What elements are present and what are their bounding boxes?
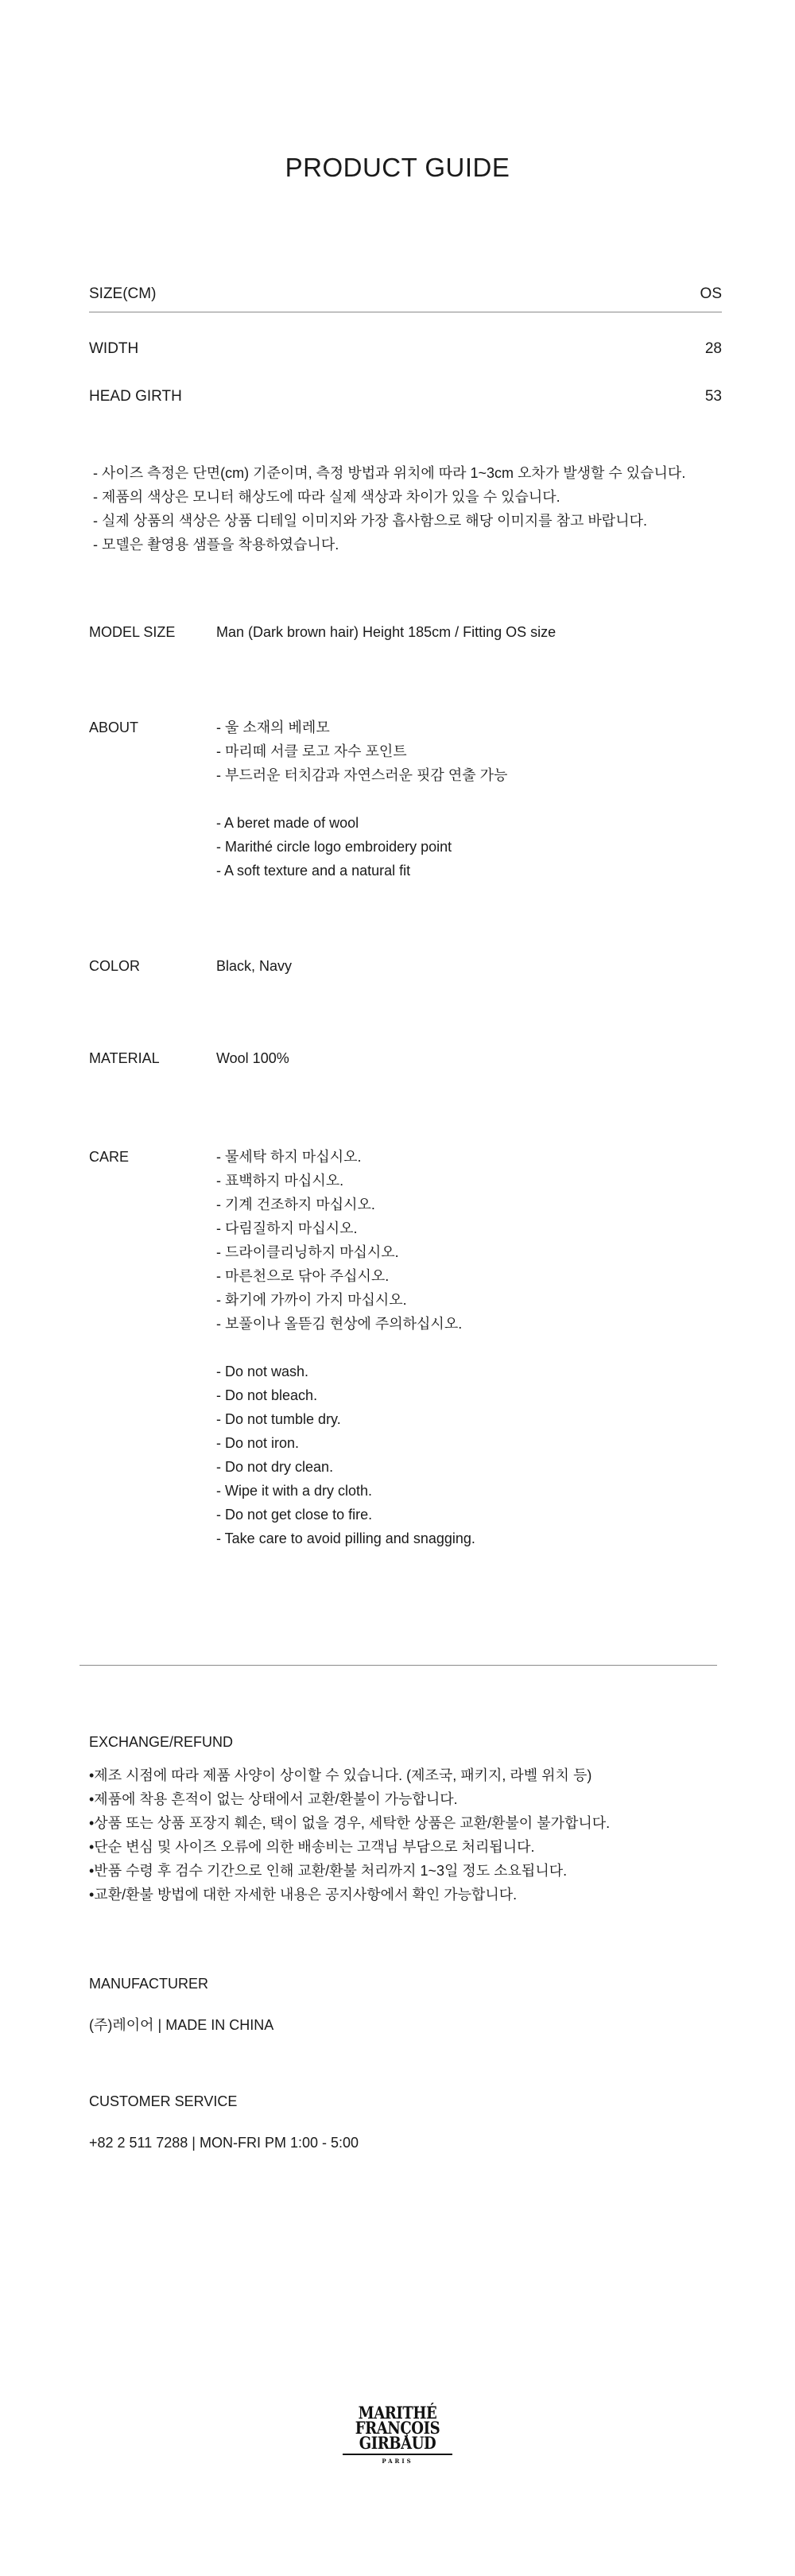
brand-logo	[342, 2405, 453, 2465]
note-line: - 실제 상품의 색상은 상품 디테일 이미지와 가장 흡사함으로 해당 이미지를 참고 바랍니다.	[93, 513, 647, 529]
about-line: - A soft texture and a natural fit	[216, 863, 411, 879]
size-row-label: HEAD GIRTH	[89, 388, 182, 405]
care-line: - 표백하지 마십시오.	[216, 1173, 344, 1189]
exchange-line: •교환/환불 방법에 대한 자세한 내용은 공지사항에서 확인 가능합니다.	[89, 1887, 518, 1903]
size-header-value: OS	[700, 285, 722, 302]
note-line: - 사이즈 측정은 단면(cm) 기준이며, 측정 방법과 위치에 따라 1~3cm 오차가 발생할 수 있습니다.	[93, 465, 686, 481]
exchange-line: •반품 수령 후 검수 기간으로 인해 교환/환불 처리까지 1~3일 정도 소요됩니다.	[89, 1863, 568, 1879]
manufacturer-value: (주)레이어 | MADE IN CHINA	[89, 2017, 274, 2033]
logo-sub: PARIS	[382, 2457, 413, 2465]
care-line: - 화기에 가까이 가지 마십시오.	[216, 1292, 407, 1308]
care-line: - Wipe it with a dry cloth.	[216, 1483, 373, 1499]
about-line: - 마리떼 서클 로고 자수 포인트	[216, 743, 407, 759]
care-line: - Do not get close to fire.	[216, 1507, 373, 1523]
care-line: - 기계 건조하지 마십시오.	[216, 1197, 375, 1212]
size-row-value: 28	[704, 340, 722, 357]
customer-service-heading: CUSTOMER SERVICE	[89, 2093, 238, 2109]
size-row-label: WIDTH	[89, 340, 139, 357]
size-header-label: SIZE(CM)	[89, 285, 157, 302]
manufacturer-section	[89, 1972, 741, 2037]
material-label: MATERIAL	[89, 1050, 160, 1066]
exchange-lines	[89, 1763, 741, 1907]
care-line: - 물세탁 하지 마십시오.	[216, 1149, 362, 1165]
exchange-line: •제품에 착용 흔적이 없는 상태에서 교환/환불이 가능합니다.	[89, 1791, 458, 1807]
care-lines	[216, 1145, 725, 1550]
care-line: - 보풀이나 올뜯김 현상에 주의하십시오.	[216, 1316, 463, 1332]
customer-service-section	[89, 2089, 741, 2155]
logo-line: GIRBAUD	[359, 2433, 436, 2453]
exchange-line: •상품 또는 상품 포장지 훼손, 택이 없을 경우, 세탁한 상품은 교환/환불이 불가합니다.	[89, 1815, 611, 1831]
color-label: COLOR	[89, 958, 141, 974]
customer-service-value: +82 2 511 7288 | MON-FRI PM 1:00 - 5:00	[89, 2135, 359, 2151]
model-size-label: MODEL SIZE	[89, 624, 176, 640]
size-row-head-girth	[89, 373, 722, 421]
care-line: - Do not iron.	[216, 1435, 300, 1451]
about-line: - 울 소재의 베레모	[216, 720, 330, 735]
care-line: - Take care to avoid pilling and snagging.	[216, 1530, 475, 1546]
about-lines	[216, 716, 725, 883]
model-size-value: Man (Dark brown hair) Height 185cm / Fitting OS size	[216, 624, 556, 640]
care-line: - Do not dry clean.	[216, 1459, 334, 1475]
about-line: - Marithé circle logo embroidery point	[216, 839, 452, 855]
note-line: - 모델은 촬영용 샘플을 착용하였습니다.	[93, 537, 339, 553]
care-line: - 드라이클리닝하지 마십시오.	[216, 1244, 399, 1260]
about-line: - 부드러운 터치감과 자연스러운 핏감 연출 가능	[216, 767, 508, 783]
page-title: PRODUCT GUIDE	[285, 153, 510, 182]
size-row-value: 53	[704, 388, 722, 405]
manufacturer-heading: MANUFACTURER	[89, 1976, 209, 1992]
exchange-line: •제조 시점에 따라 제품 사양이 상이할 수 있습니다. (제조국, 패키지, 라벨 위치 등)	[89, 1767, 592, 1783]
size-table	[89, 277, 722, 421]
logo-line: MARITHÉ	[358, 2403, 437, 2423]
size-notes	[93, 461, 729, 557]
color-value: Black, Navy	[216, 958, 293, 974]
exchange-refund-section	[89, 1730, 741, 1907]
care-line: - Do not wash.	[216, 1364, 309, 1379]
care-line: - 다림질하지 마십시오.	[216, 1220, 358, 1236]
about-line: - A beret made of wool	[216, 815, 359, 831]
care-line: - Do not tumble dry.	[216, 1411, 341, 1427]
logo-line: FRANÇOIS	[355, 2418, 440, 2438]
exchange-heading: EXCHANGE/REFUND	[89, 1734, 234, 1750]
care-label: CARE	[89, 1149, 130, 1165]
about-label: ABOUT	[89, 720, 139, 735]
size-table-header	[89, 277, 722, 312]
material-value: Wool 100%	[216, 1050, 289, 1066]
care-line: - Do not bleach.	[216, 1387, 318, 1403]
care-line	[216, 1336, 725, 1360]
note-line: - 제품의 색상은 모니터 해상도에 따라 실제 색상과 차이가 있을 수 있습니다.	[93, 489, 560, 505]
care-line: - 마른천으로 닦아 주십시오.	[216, 1268, 390, 1284]
logo-rule	[343, 2454, 452, 2455]
about-line	[216, 787, 725, 811]
section-divider	[80, 1665, 717, 1666]
size-row-width	[89, 325, 722, 373]
exchange-line: •단순 변심 및 사이즈 오류에 의한 배송비는 고객님 부담으로 처리됩니다.	[89, 1839, 535, 1855]
